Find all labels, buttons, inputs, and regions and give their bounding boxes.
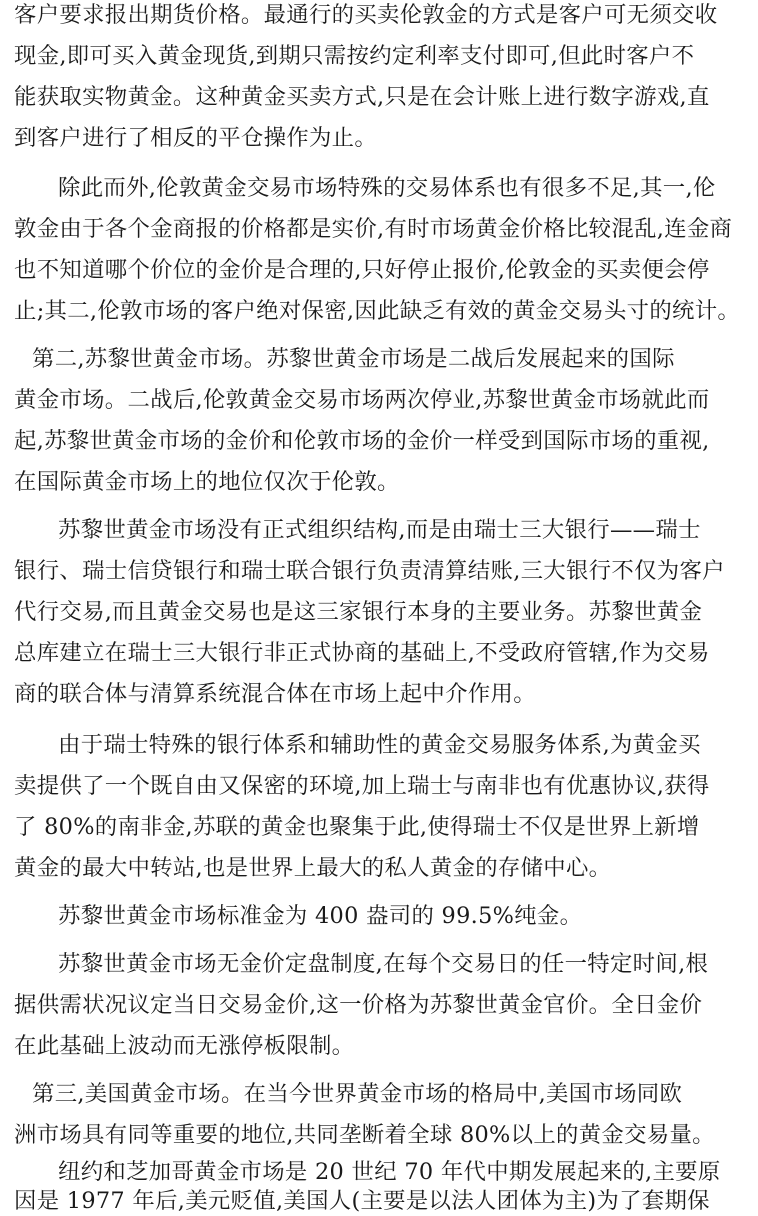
text-line: 在此基础上波动而无涨停板限制。	[14, 1033, 355, 1059]
text-line: 止;其二,伦敦市场的客户绝对保密,因此缺乏有效的黄金交易头寸的统计。	[14, 298, 741, 324]
text-line: 了 80%的南非金,苏联的黄金也聚集于此,使得瑞士不仅是世界上新增	[14, 814, 700, 840]
text-line: 在国际黄金市场上的地位仅次于伦敦。	[14, 469, 400, 495]
paragraph-first-line: 第三,美国黄金市场。在当今世界黄金市场的格局中,美国市场同欧	[32, 1081, 683, 1107]
text-line: 代行交易,而且黄金交易也是这三家银行本身的主要业务。苏黎世黄金	[14, 599, 703, 625]
text-line: 黄金的最大中转站,也是世界上最大的私人黄金的存储中心。	[14, 855, 612, 881]
paragraph-first-line: 除此而外,伦敦黄金交易市场特殊的交易体系也有很多不足,其一,伦	[58, 175, 716, 201]
text-line: 客户要求报出期货价格。最通行的买卖伦敦金的方式是客户可无须交收	[14, 2, 718, 28]
text-line: 起,苏黎世黄金市场的金价和伦敦市场的金价一样受到国际市场的重视,	[14, 428, 710, 454]
text-line: 敦金由于各个金商报的价格都是实价,有时市场黄金价格比较混乱,连金商	[14, 216, 733, 242]
text-line: 洲市场具有同等重要的地位,共同垄断着全球 80%以上的黄金交易量。	[14, 1122, 715, 1148]
text-line: 商的联合体与清算系统混合体在市场上起中介作用。	[14, 681, 536, 707]
text-line: 也不知道哪个价位的金价是合理的,只好停止报价,伦敦金的买卖便会停	[14, 257, 710, 283]
text-line: 总库建立在瑞士三大银行非正式协商的基础上,不受政府管辖,作为交易	[14, 640, 710, 666]
text-line: 现金,即可买入黄金现货,到期只需按约定利率支付即可,但此时客户不	[14, 43, 695, 69]
paragraph-first-line: 第二,苏黎世黄金市场。苏黎世黄金市场是二战后发展起来的国际	[32, 346, 675, 372]
paragraph-first-line: 苏黎世黄金市场没有正式组织结构,而是由瑞士三大银行——瑞士	[58, 517, 701, 543]
paragraph-first-line: 苏黎世黄金市场标准金为 400 盎司的 99.5%纯金。	[58, 903, 583, 929]
text-line: 据供需状况议定当日交易金价,这一价格为苏黎世黄金官价。全日金价	[14, 992, 703, 1018]
paragraph-first-line: 苏黎世黄金市场无金价定盘制度,在每个交易日的任一特定时间,根	[58, 951, 709, 977]
text-line: 黄金市场。二战后,伦敦黄金交易市场两次停业,苏黎世黄金市场就此而	[14, 387, 710, 413]
paragraph-first-line: 纽约和芝加哥黄金市场是 20 世纪 70 年代中期发展起来的,主要原	[58, 1159, 721, 1185]
text-line: 到客户进行了相反的平仓操作为止。	[14, 125, 378, 151]
paragraph-first-line: 由于瑞士特殊的银行体系和辅助性的黄金交易服务体系,为黄金买	[58, 732, 701, 758]
text-line: 银行、瑞士信贷银行和瑞士联合银行负责清算结账,三大银行不仅为客户	[14, 558, 725, 584]
text-line: 能获取实物黄金。这种黄金买卖方式,只是在会计账上进行数字游戏,直	[14, 84, 710, 110]
text-line: 因是 1977 年后,美元贬值,美国人(主要是以法人团体为主)为了套期保	[14, 1188, 710, 1214]
text-line: 卖提供了一个既自由又保密的环境,加上瑞士与南非也有优惠协议,获得	[14, 773, 710, 799]
document-page	[14, 0, 752, 1214]
